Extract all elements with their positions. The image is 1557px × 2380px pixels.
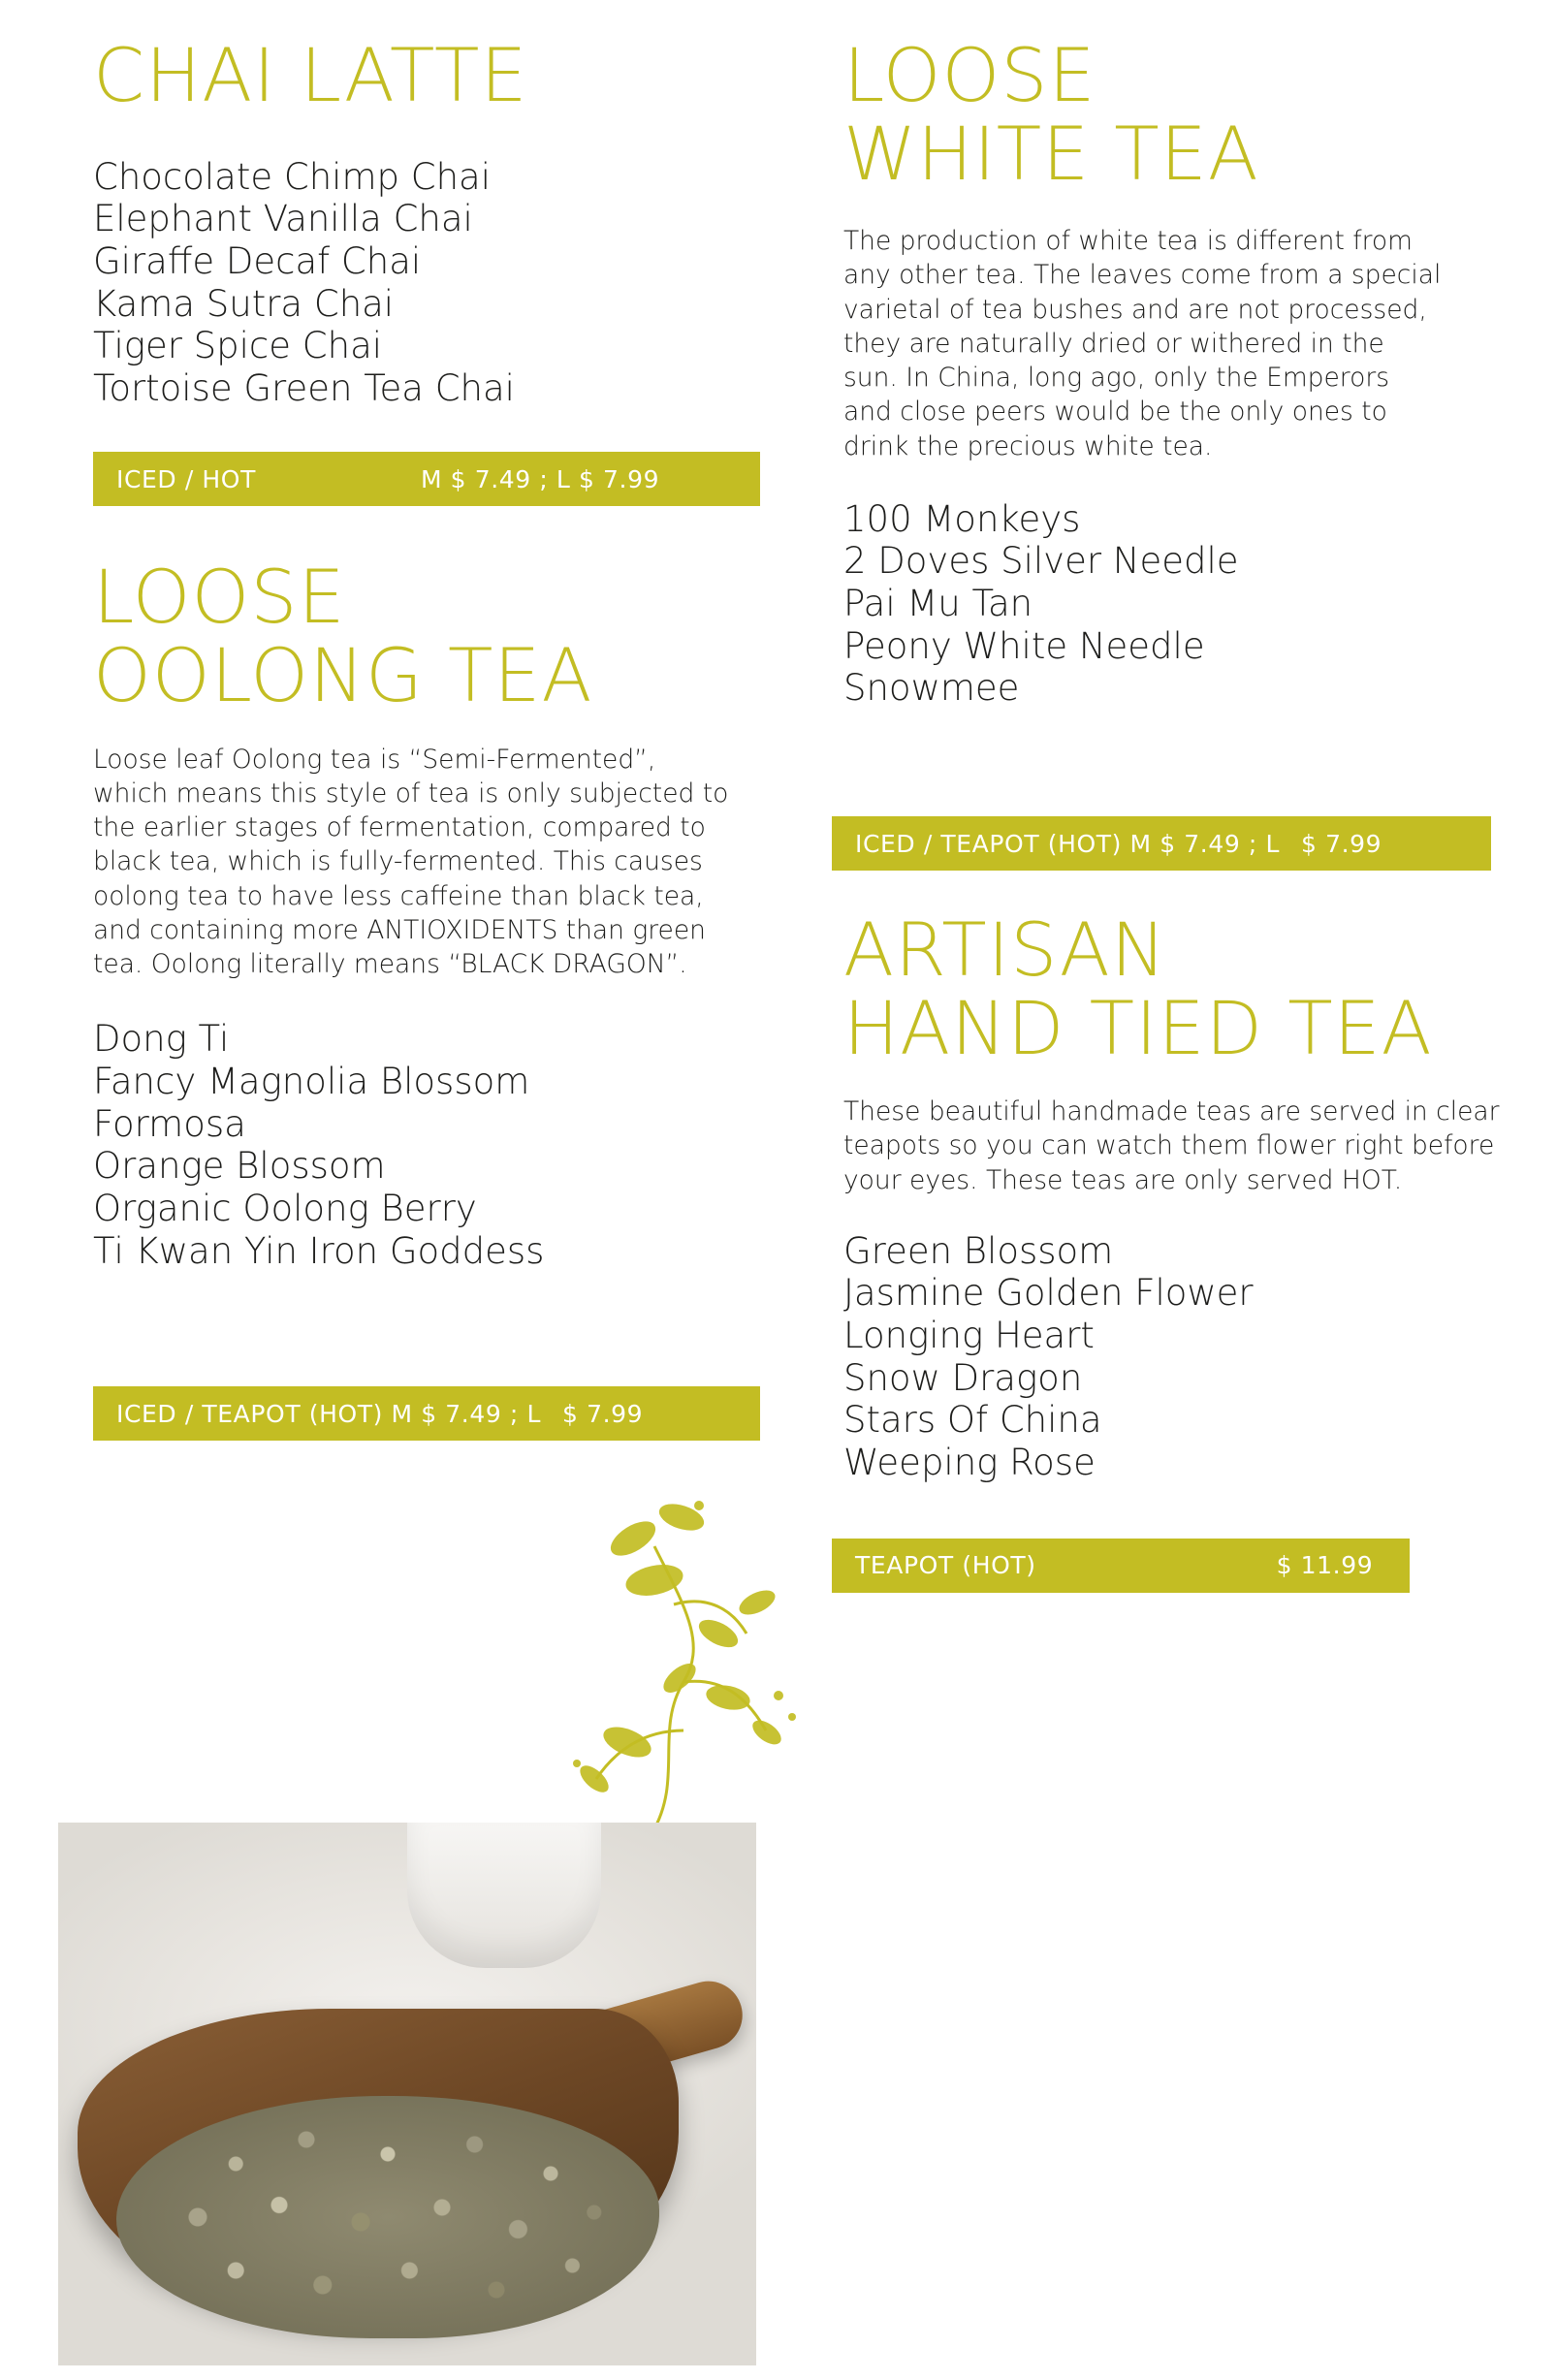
list-item: Orange Blossom: [93, 1145, 386, 1188]
artisan-hand-tied-tea-description: These beautiful handmade teas are served in clear teapots so you can watch them flower right before your eyes. These teas are only served HOT.: [843, 1096, 1500, 1195]
heading-line-2: HAND TIED TEA: [843, 984, 1433, 1071]
list-item: Tiger Spice Chai: [93, 325, 383, 367]
loose-oolong-tea-description: Loose leaf Oolong tea is “Semi-Fermented”, which means this style of tea is only subjected to the earlier stages of fermentation, compared to black tea, which is fully-fermented. This causes oolong tea to have less caffeine than black tea, and containing more ANTIOXIDENTS than green tea. Oolong literally means “BLACK DRAGON”.: [93, 744, 729, 979]
heading-line-2: WHITE TEA: [843, 110, 1259, 197]
list-item: Pai Mu Tan: [843, 583, 1033, 625]
list-item: Snow Dragon: [843, 1356, 1083, 1399]
list-item: Giraffe Decaf Chai: [93, 239, 422, 282]
price-label: ICED / TEAPOT (HOT) M $ 7.49 ; L: [116, 1399, 542, 1428]
list-item: Kama Sutra Chai: [93, 282, 395, 325]
list-item: Longing Heart: [843, 1315, 1095, 1357]
glass-cup: [407, 1823, 601, 1968]
chai-latte-heading: CHAI LATTE: [93, 32, 528, 118]
price-value: $ 7.99: [562, 1399, 644, 1428]
heading-line-1: LOOSE: [843, 32, 1096, 118]
price-value: $ 7.99: [1301, 829, 1382, 858]
list-item: Chocolate Chimp Chai: [93, 155, 491, 198]
list-item: Fancy Magnolia Blossom: [93, 1060, 530, 1102]
list-item: Jasmine Golden Flower: [843, 1272, 1254, 1315]
jasmine-pearl-tea-photo: [58, 1823, 756, 2365]
loose-oolong-tea-heading: [93, 554, 747, 719]
chai-latte-price-bar: [93, 452, 760, 506]
heading-line-1: ARTISAN: [843, 906, 1167, 994]
tea-pearls: [116, 2096, 659, 2338]
list-item: Snowmee: [843, 667, 1020, 710]
list-item: Ti Kwan Yin Iron Goddess: [93, 1229, 545, 1272]
loose-white-tea-item-list: [843, 498, 1499, 710]
artisan-hand-tied-tea-heading: [843, 906, 1499, 1071]
wooden-scoop: [78, 1951, 717, 2338]
list-item: Tortoise Green Tea Chai: [93, 366, 515, 409]
heading-line-1: LOOSE: [93, 554, 346, 641]
loose-white-tea-price-bar: [832, 816, 1491, 871]
loose-white-tea-description: The production of white tea is different from any other tea. The leaves come from a special varietal of tea bushes and are not processed, they are naturally dried or withered in the sun. In China, long ago, only the Emperors and close peers would be the only ones to drink the precious white tea.: [843, 226, 1442, 461]
heading-line-2: OOLONG TEA: [93, 632, 593, 719]
right-column: [756, 25, 1518, 2380]
list-item: Peony White Needle: [843, 624, 1205, 667]
list-item: 2 Doves Silver Needle: [843, 540, 1239, 583]
list-item: Organic Oolong Berry: [93, 1187, 477, 1229]
price-value: M $ 7.49 ; L $ 7.99: [420, 464, 660, 493]
list-item: Dong Ti: [93, 1018, 230, 1061]
loose-white-tea-heading: [843, 32, 1499, 197]
price-value: $ 11.99: [1276, 1551, 1374, 1580]
loose-oolong-tea-item-list: [93, 1018, 747, 1272]
chai-latte-item-list: [93, 156, 747, 410]
loose-oolong-tea-price-bar: [93, 1386, 760, 1441]
list-item: Stars Of China: [843, 1399, 1102, 1442]
list-item: Weeping Rose: [843, 1442, 1096, 1484]
list-item: Formosa: [93, 1102, 246, 1145]
price-label: ICED / HOT: [116, 464, 256, 493]
artisan-hand-tied-tea-price-bar: [832, 1539, 1410, 1593]
artisan-hand-tied-tea-item-list: [843, 1230, 1499, 1484]
list-item: Elephant Vanilla Chai: [93, 198, 473, 240]
list-item: Green Blossom: [843, 1229, 1114, 1272]
list-item: 100 Monkeys: [843, 497, 1081, 540]
price-label: TEAPOT (HOT): [855, 1551, 1036, 1580]
price-label: ICED / TEAPOT (HOT) M $ 7.49 ; L: [855, 829, 1281, 858]
